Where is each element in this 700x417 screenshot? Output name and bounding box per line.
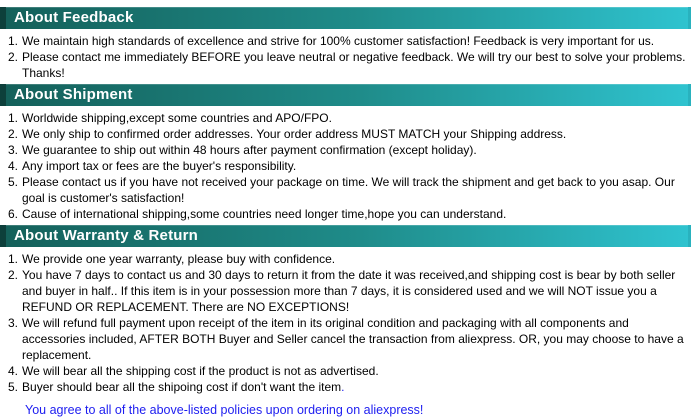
section-shipment bbox=[0, 84, 700, 222]
section-header-shipment: About Shipment bbox=[0, 84, 691, 106]
policy-item bbox=[0, 158, 692, 174]
item-text: We maintain high standards of excellence and strive for 100% customer satisfaction! Feedback is very important for us. bbox=[22, 34, 655, 48]
item-number: 3. bbox=[8, 143, 19, 157]
item-number: 4. bbox=[8, 159, 19, 173]
item-text-suffix: . bbox=[341, 380, 345, 394]
policy-item bbox=[0, 379, 692, 395]
item-text: Buyer should bear all the shipoing cost if don't want the item bbox=[22, 380, 342, 394]
feedback-list bbox=[0, 33, 692, 81]
item-text: We will bear all the shipping cost if the product is not as advertised. bbox=[22, 364, 379, 378]
item-number: 5. bbox=[8, 380, 19, 394]
section-header-warranty-return: About Warranty & Return bbox=[0, 225, 691, 247]
shipment-list bbox=[0, 110, 692, 222]
item-number: 2. bbox=[8, 268, 19, 282]
item-text: We will refund full payment upon receipt of the item in its original condition and packaging with all components and accessories included, AFTER BOTH Buyer and Seller cancel the transaction from aliexpress. OR, you may choose to have a replacement. bbox=[22, 316, 684, 362]
item-text: We guarantee to ship out within 48 hours after payment confirmation (except holiday). bbox=[22, 143, 477, 157]
policy-item bbox=[0, 206, 692, 222]
policy-item bbox=[0, 315, 692, 363]
item-number: 5. bbox=[8, 175, 19, 189]
item-text: Please contact us if you have not received your package on time. We will track the shipment and get back to you asap. Our goal is customer's satisfaction! bbox=[22, 175, 675, 205]
policy-item bbox=[0, 126, 692, 142]
policy-item bbox=[0, 363, 692, 379]
policy-item bbox=[0, 267, 692, 315]
item-number: 3. bbox=[8, 316, 19, 330]
item-number: 1. bbox=[8, 111, 19, 125]
item-number: 1. bbox=[8, 252, 19, 266]
policy-item bbox=[0, 142, 692, 158]
item-number: 2. bbox=[8, 50, 19, 64]
item-text: Please contact me immediately BEFORE you leave neutral or negative feedback. We will try our best to solve your problems. Thanks! bbox=[22, 50, 686, 80]
item-text: Worldwide shipping,except some countries and APO/FPO. bbox=[22, 111, 332, 125]
item-text: You have 7 days to contact us and 30 days to return it from the date it was received,and shipping cost is bear by both seller and buyer in half.. If this item is in your possession more than 7 days, it is considered used and we will NOT issue you a REFUND OR REPLACEMENT. There are NO EXCEPTIONS! bbox=[22, 268, 676, 314]
item-number: 2. bbox=[8, 127, 19, 141]
item-text: Cause of international shipping,some countries need longer time,hope you can understand. bbox=[22, 207, 507, 221]
agreement-note: You agree to all of the above-listed policies upon ordering on aliexpress! bbox=[25, 403, 424, 417]
section-feedback bbox=[0, 7, 700, 81]
item-text: Any import tax or fees are the buyer's responsibility. bbox=[22, 159, 297, 173]
item-number: 6. bbox=[8, 207, 19, 221]
item-number: 4. bbox=[8, 364, 19, 378]
item-number: 1. bbox=[8, 34, 19, 48]
item-text: We only ship to confirmed order addresses. Your order address MUST MATCH your Shipping address. bbox=[22, 127, 567, 141]
section-header-feedback: About Feedback bbox=[0, 7, 691, 29]
item-text: We provide one year warranty, please buy with confidence. bbox=[22, 252, 336, 266]
policy-item bbox=[0, 251, 692, 267]
policy-item bbox=[0, 33, 692, 49]
section-warranty-return bbox=[0, 225, 700, 395]
policy-item bbox=[0, 110, 692, 126]
policy-item bbox=[0, 174, 692, 206]
warranty-list bbox=[0, 251, 692, 395]
policy-item bbox=[0, 49, 692, 81]
